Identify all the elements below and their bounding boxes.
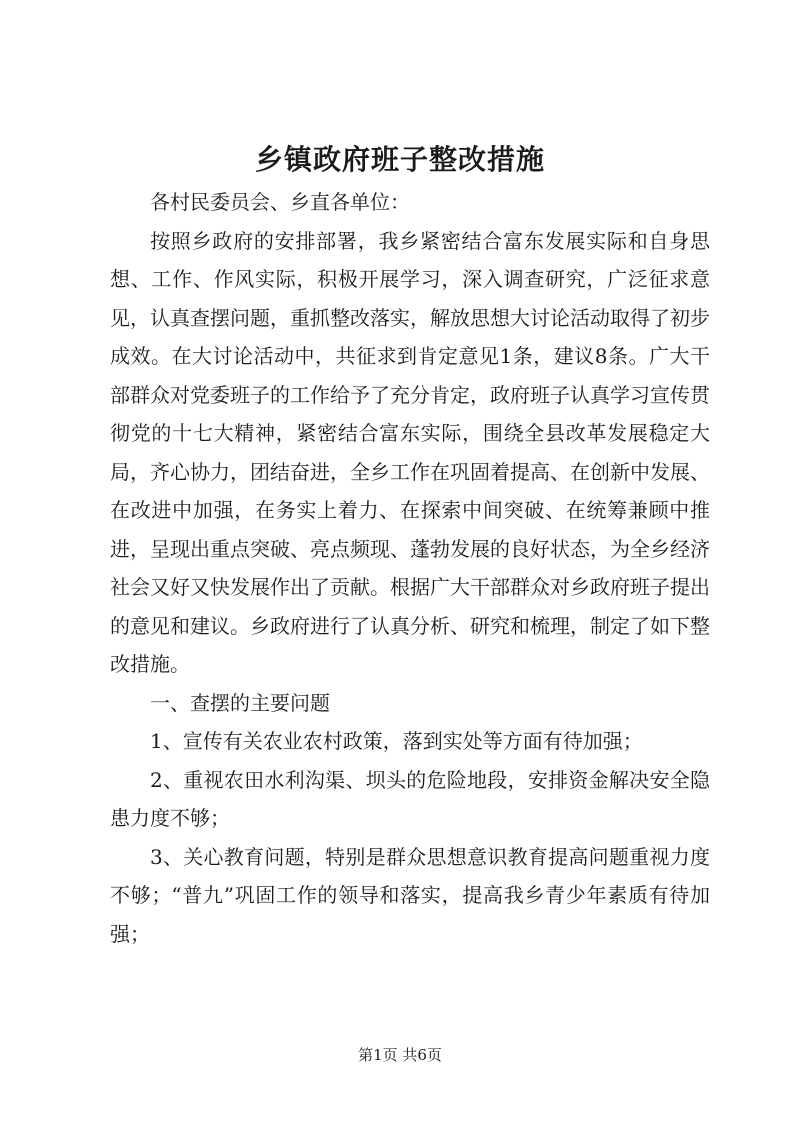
document-body [110,183,710,953]
section-heading: 一、查摆的主要问题 [150,690,330,715]
intro-paragraph: 按照乡政府的安排部署，我乡紧密结合富东发展实际和自身思想、工作、作风实际，积极开展学习，深入调查研究，广泛征求意见，认真查摆问题，重抓整改落实，解放思想大讨论活动取得了初步成效。在大讨论活动中，共征求到肯定意见1条，建议8条。广大干部群众对党委班子的工作给予了充分肯定，政府班子认真学习宣传贯彻党的十七大精神，紧密结合富东实际，围绕全县改革发展稳定大局，齐心协力，团结奋进，全乡工作在巩固着提高、在创新中发展、在改进中加强，在务实上着力、在探索中间突破、在统筹兼顾中推进，呈现出重点突破、亮点频现、蓬勃发展的良好状态，为全乡经济社会又好又快发展作出了贡献。根据广大干部群众对乡政府班子提出的意见和建议。乡政府进行了认真分析、研究和梳理，制定了如下整改措施。 [110,228,710,676]
document-title: 乡镇政府班子整改措施 [254,143,545,176]
issue-item-2: 2、重视农田水利沟渠、坝头的危险地段，安排资金解决安全隐患力度不够； [110,767,710,830]
issue-item-3: 3、关心教育问题，特别是群众思想意识教育提高问题重视力度不够；“普九”巩固工作的领导和落实，提高我乡青少年素质有待加强； [110,844,710,946]
page-footer: 第1页 共6页 [358,1046,442,1064]
issue-item-1: 1、宣传有关农业农村政策，落到实处等方面有待加强； [150,729,643,753]
salutation-paragraph: 各村民委员会、乡直各单位： [150,190,410,214]
